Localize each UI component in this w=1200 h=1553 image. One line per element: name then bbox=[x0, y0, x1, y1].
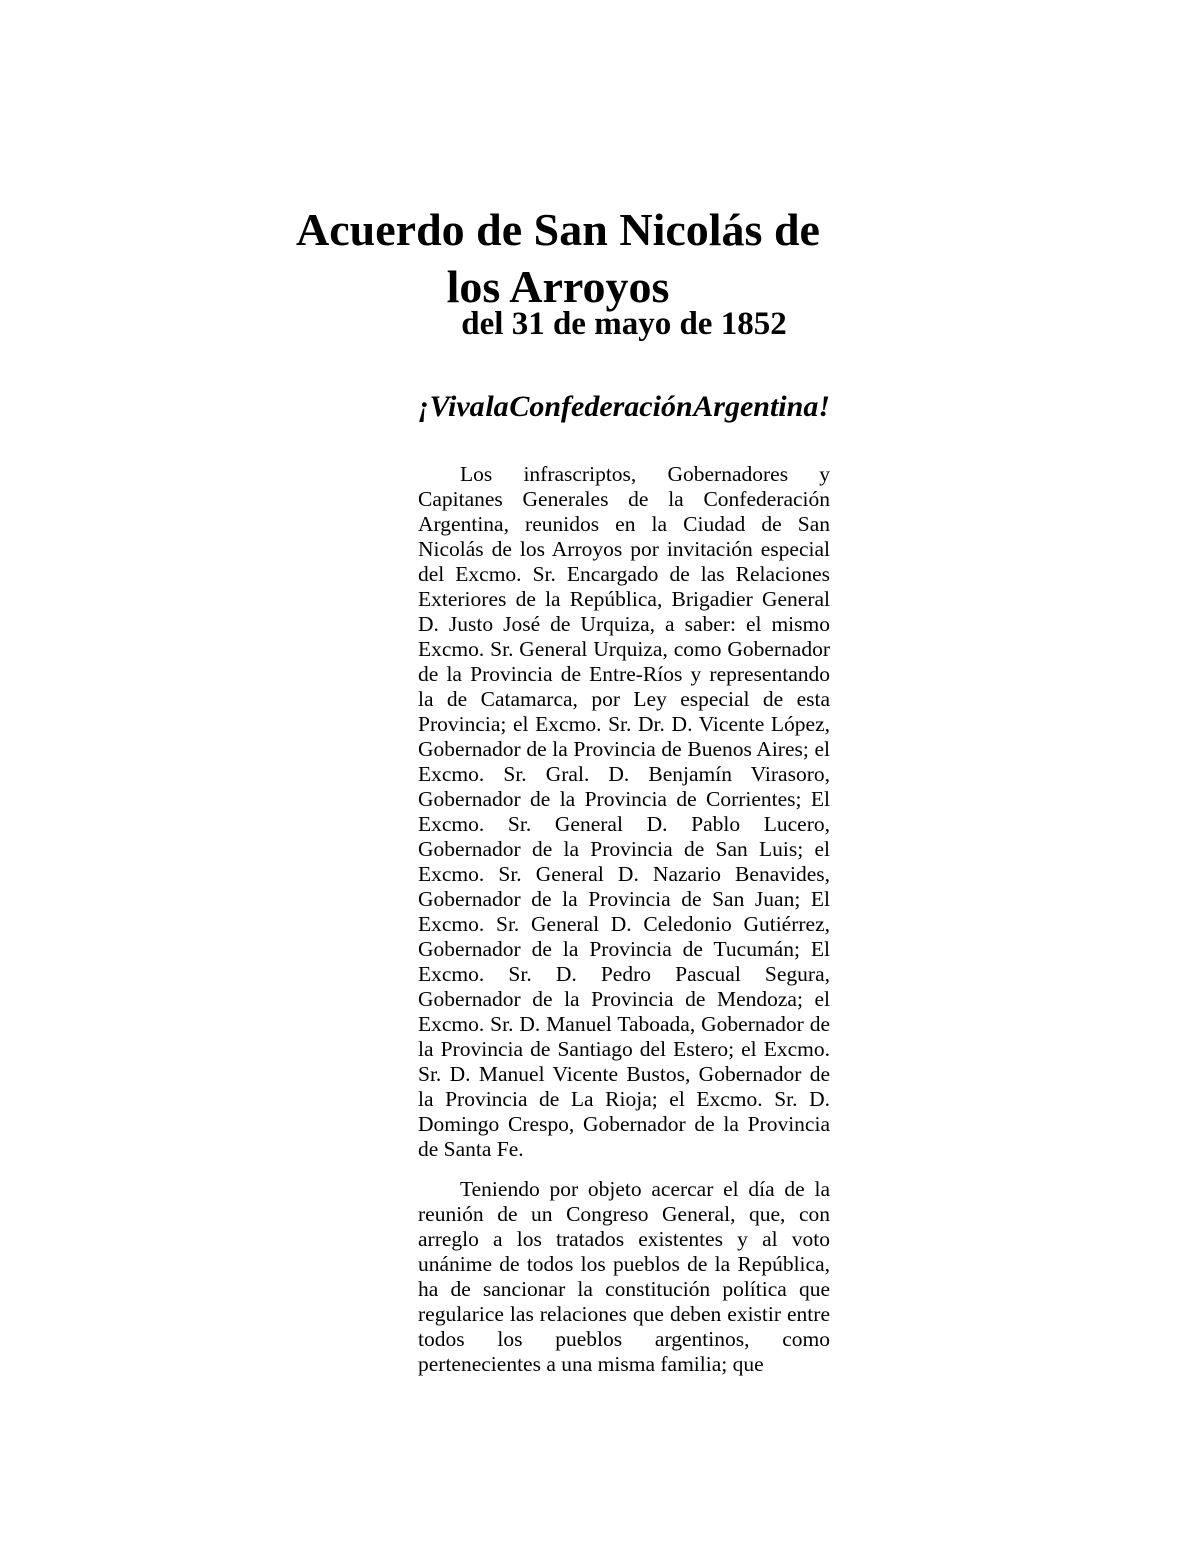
document-body bbox=[418, 462, 830, 1377]
motto-word-4: Argentina! bbox=[693, 390, 830, 423]
motto-line bbox=[418, 390, 830, 424]
motto-word-2: la bbox=[485, 390, 509, 423]
paragraph-governors: Los infrascriptos, Gobernadores y Capitanes Generales de la Confederación Argentina, reunidos en la Ciudad de San Nicolás de los Arroyos por invitación especial del Excmo. Sr. Encargado de las Relaciones Exteriores de la República, Brigadier General D. Justo José de Urquiza, a saber: el mismo Excmo. Sr. General Urquiza, como Gobernador de la Provincia de Entre-Ríos y representando la de Catamarca, por Ley especial de esta Provincia; el Excmo. Sr. Dr. D. Vicente López, Gobernador de la Provincia de Buenos Aires; el Excmo. Sr. Gral. D. Benjamín Virasoro, Gobernador de la Provincia de Corrientes; El Excmo. Sr. General D. Pablo Lucero, Gobernador de la Provincia de San Luis; el Excmo. Sr. General D. Nazario Benavides, Gobernador de la Provincia de San Juan; El Excmo. Sr. General D. Celedonio Gutiérrez, Gobernador de la Provincia de Tucumán; El Excmo. Sr. D. Pedro Pascual Segura, Gobernador de la Provincia de Mendoza; el Excmo. Sr. D. Manuel Taboada, Gobernador de la Provincia de Santiago del Estero; el Excmo. Sr. D. Manuel Vicente Bustos, Gobernador de la Provincia de La Rioja; el Excmo. Sr. D. Domingo Crespo, Gobernador de la Provincia de Santa Fe. bbox=[418, 462, 830, 1161]
document-title bbox=[278, 201, 838, 315]
motto-word-1: ¡Viva bbox=[418, 390, 485, 423]
paragraph-objective: Teniendo por objeto acercar el día de la reunión de un Congreso General, que, con arreglo a los tratados existentes y al voto unánime de todos los pueblos de la República, ha de sancionar la constitución política que regularice las relaciones que deben existir entre todos los pueblos argentinos, como pertenecientes a una misma familia; que bbox=[418, 1177, 830, 1376]
motto-word-3: Confederación bbox=[509, 390, 693, 423]
title-line-2: los Arroyos bbox=[446, 260, 670, 312]
title-line-1: Acuerdo de San Nicolás de bbox=[296, 203, 820, 255]
document-subtitle: del 31 de mayo de 1852 bbox=[461, 306, 787, 342]
